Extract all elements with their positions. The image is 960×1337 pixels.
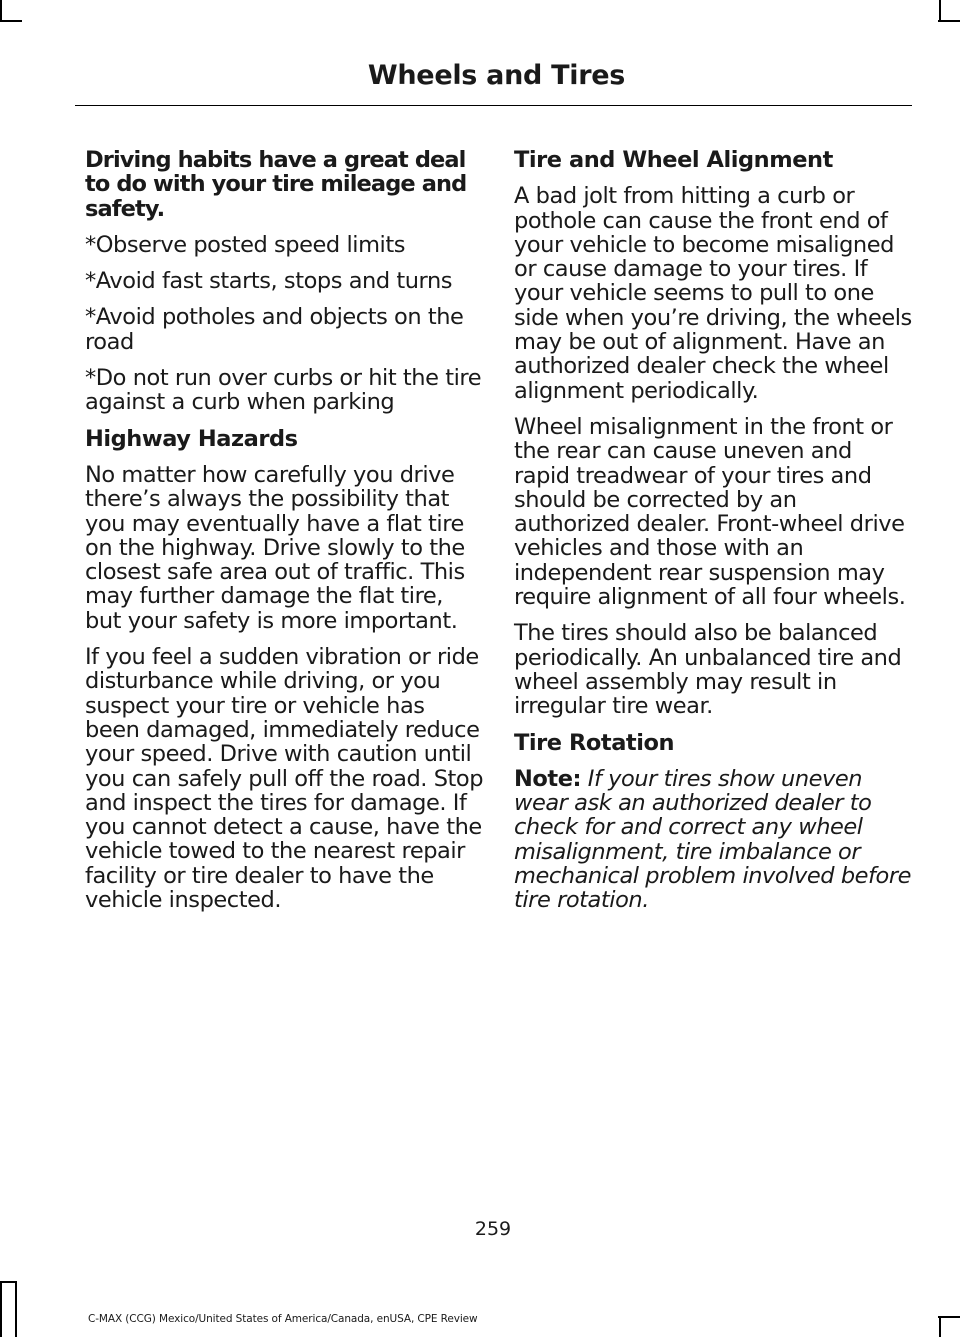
rotation-note [514, 767, 914, 913]
alignment-paragraph-1: A bad jolt from hitting a curb or pothole can cause the front end of your vehicle to become misaligned or cause damage to your tires. If your vehicle seems to pull to one side when you’re driving, the wheels may be out of alignment. Have an authorized dealer check the wheel alignment periodically. [514, 183, 912, 404]
intro-paragraph: Driving habits have a great deal to do with your tire mileage and safety. [85, 147, 467, 222]
heading-tire-wheel-alignment: Tire and Wheel Alignment [514, 147, 833, 173]
alignment-paragraph-2: Wheel misalignment in the front or the rear can cause uneven and rapid treadwear of your tires and should be corrected by an authorized dealer. Front-wheel drive vehicles and those with an independent rear suspension may require alignment of all four wheels. [514, 413, 906, 611]
crop-mark-bottom-left-inner [15, 1281, 17, 1337]
alignment-paragraph-3: The tires should also be balanced periodically. An unbalanced tire and wheel assembly may result in irregular tire wear. [514, 620, 902, 720]
crop-mark-bottom-right-vertical [939, 1316, 941, 1337]
note-text: If your tires show uneven wear ask an authorized dealer to check for and correct any wheel misalignment, tire imbalance or mechanical problem involved before tire rotation. [514, 765, 912, 914]
header-divider [75, 105, 912, 106]
bullet-fast-starts: *Avoid fast starts, stops and turns [85, 268, 453, 295]
crop-mark-top-right-vertical [939, 0, 941, 22]
heading-highway-hazards: Highway Hazards [85, 425, 298, 452]
highway-paragraph-1: No matter how carefully you drive there’s always the possibility that you may eventually have a flat tire on the highway. Drive slowly to the closest safe area out of traffic. This may further damage the flat tire, but your safety is more important. [85, 461, 465, 634]
page-number: 259 [474, 1218, 512, 1240]
highway-paragraph-2: If you feel a sudden vibration or ride disturbance while driving, or you suspect your tire or vehicle has been damaged, immediately reduce your speed. Drive with caution until you can safely pull off the road. Stop and inspect the tires for damage. If you cannot detect a cause, have the vehicle towed to the nearest repair facility or tire dealer to have the vehicle inspected. [85, 644, 484, 914]
section-title: Wheels and Tires [367, 60, 625, 91]
bullet-potholes: *Avoid potholes and objects on the road [85, 304, 464, 355]
right-column [514, 148, 914, 925]
crop-mark-top-right-horizontal [938, 20, 960, 22]
left-column [85, 148, 485, 924]
crop-mark-bottom-left-vertical [0, 1281, 2, 1337]
crop-mark-top-left-vertical [0, 0, 2, 22]
note-label: Note: [514, 765, 582, 792]
bullet-speed-limits: *Observe posted speed limits [85, 231, 405, 258]
bullet-curbs: *Do not run over curbs or hit the tire against a curb when parking [85, 365, 482, 416]
crop-mark-bottom-left-horizontal [0, 1281, 16, 1283]
crop-mark-bottom-right-horizontal [938, 1316, 960, 1318]
heading-tire-rotation: Tire Rotation [514, 729, 675, 756]
footer-text: C-MAX (CCG) Mexico/United States of America/Canada, enUSA, CPE Review [88, 1313, 478, 1325]
crop-mark-top-left-horizontal [0, 20, 22, 22]
